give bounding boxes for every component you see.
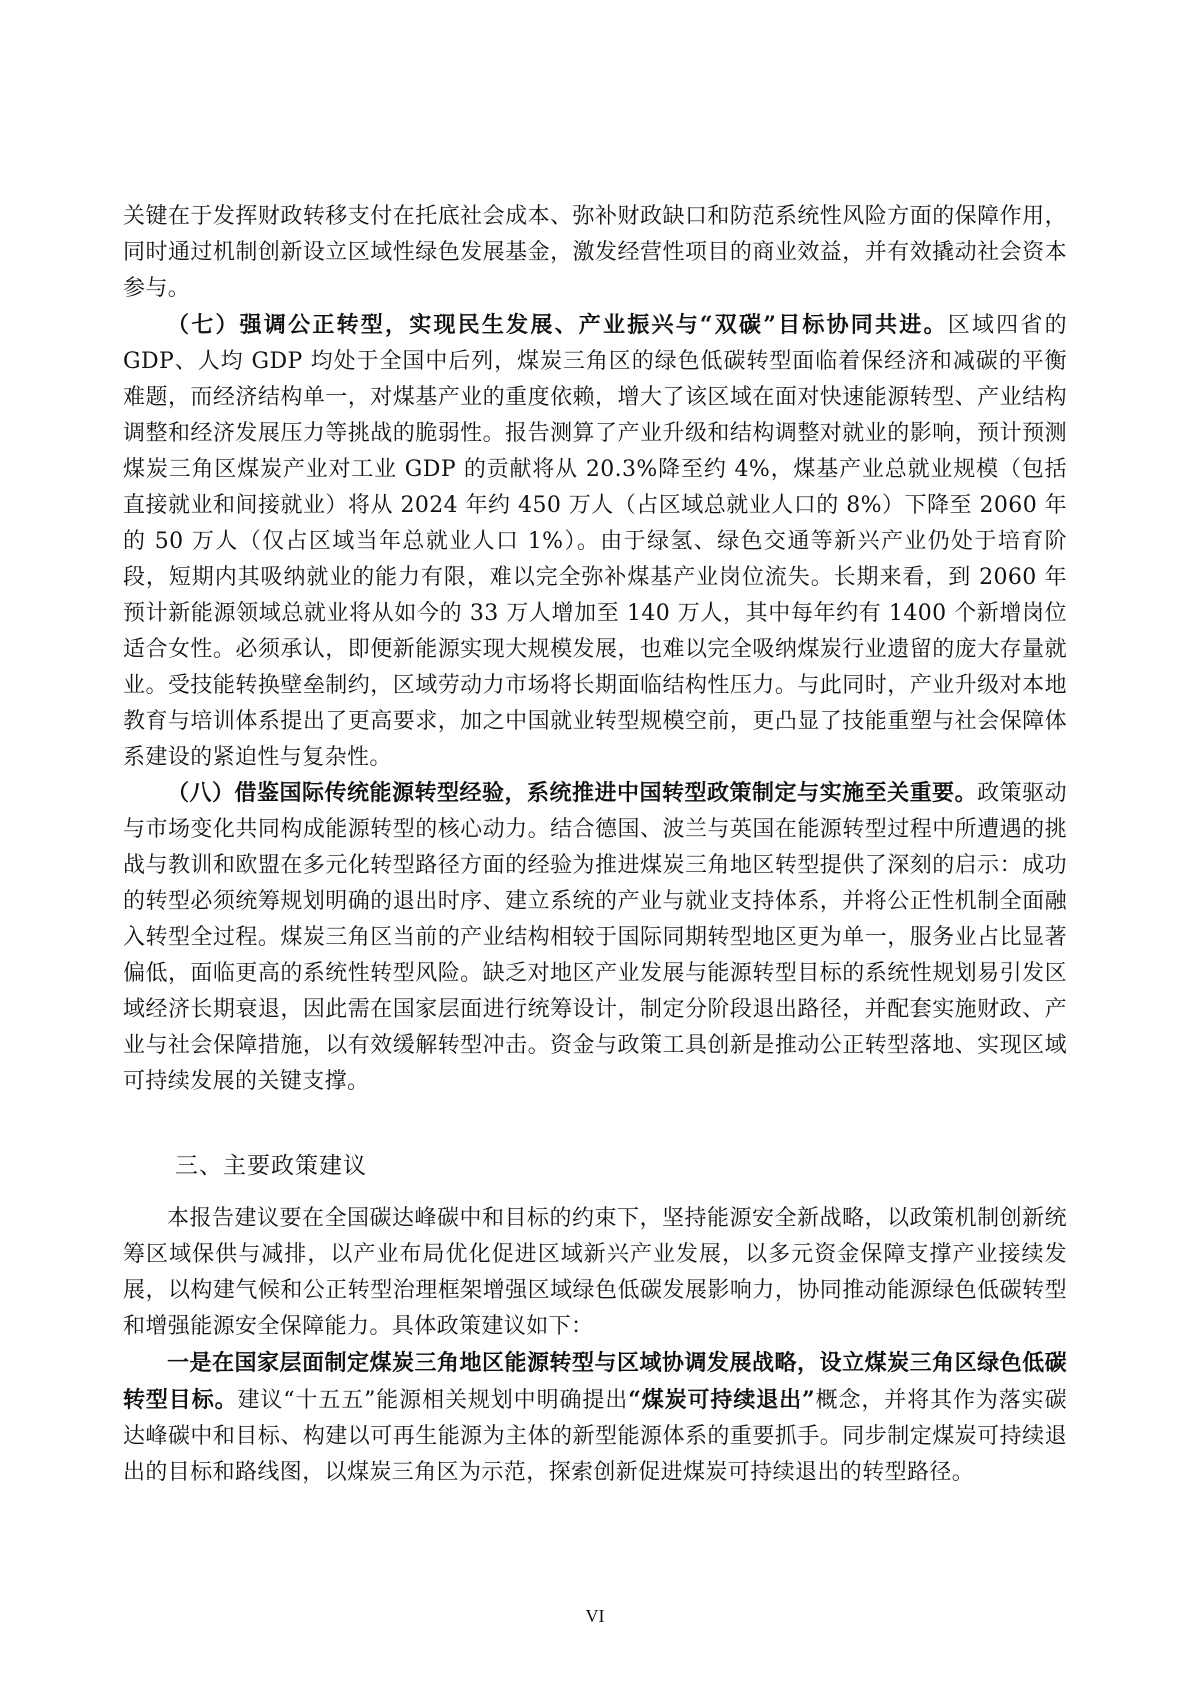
page-number: VI (585, 1606, 605, 1626)
policy-one-body-b: 概念，并将其作为落实碳达峰碳中和目标、构建以可再生能源为主体的新型能源体系的重要抓手。同步制定煤炭可持续退出的目标和路线图，以煤炭三角区为示范，探索创新促进煤炭可持续退出的转型路径。 (123, 1388, 1067, 1485)
paragraph-point-seven (123, 307, 1067, 776)
document-page (123, 0, 1067, 1683)
point-eight-body: 政策驱动与市场变化共同构成能源转型的核心动力。结合德国、波兰与英国在能源转型过程中所遭遇的挑战与教训和欧盟在多元化转型路径方面的经验为推进煤炭三角地区转型提供了深刻的启示：成功的转型必须统筹规划明确的退出时序、建立系统的产业与就业支持体系，并将公正性机制全面融入转型全过程。煤炭三角区当前的产业结构相较于国际同期转型地区更为单一，服务业占比显著偏低，面临更高的系统性转型风险。缺乏对地区产业发展与能源转型目标的系统性规划易引发区域经济长期衰退，因此需在国家层面进行统筹设计，制定分阶段退出路径，并配套实施财政、产业与社会保障措施，以有效缓解转型冲击。资金与政策工具创新是推动公正转型落地、实现区域可持续发展的关键支撑。 (123, 781, 1068, 1094)
paragraph-point-eight (123, 775, 1067, 1100)
section-three-heading: 三、主要政策建议 (175, 1153, 367, 1179)
paragraph-intro-continuation: 关键在于发挥财政转移支付在托底社会成本、弥补财政缺口和防范系统性风险方面的保障作用，同时通过机制创新设立区域性绿色发展基金，激发经营性项目的商业效益，并有效撬动社会资本参与。 (123, 204, 1067, 301)
policy-one-body-a: 建议“十五五”能源相关规划中明确提出 (237, 1388, 629, 1413)
point-seven-body: 区域四省的 GDP、人均 GDP 均处于全国中后列，煤炭三角区的绿色低碳转型面临着保经济和减碳的平衡难题，而经济结构单一，对煤基产业的重度依赖，增大了该区域在面对快速能源转型、产业结构调整和经济发展压力等挑战的脆弱性。报告测算了产业升级和结构调整对就业的影响，预计预测煤炭三角区煤炭产业对工业 GDP 的贡献将从 20.3%降至约 4%，煤基产业总就业规模（包括直接就业和间接就业）将从 2024 年约 450 万人（占区域总就业人口的 8%）下降至 2060 年的 50 万人（仅占区域当年总就业人口 1%）。由于绿氢、绿色交通等新兴产业仍处于培育阶段，短期内其吸纳就业的能力有限，难以完全弥补煤基产业岗位流失。长期来看，到 2060 年预计新能源领域总就业将从如今的 33 万人增加至 140 万人，其中每年约有 1400 个新增岗位适合女性。必须承认，即便新能源实现大规模发展，也难以完全吸纳煤炭行业遗留的庞大存量就业。受技能转换壁垒制约，区域劳动力市场将长期面临结构性压力。与此同时，产业升级对本地教育与培训体系提出了更高要求，加之中国就业转型规模空前，更凸显了技能重塑与社会保障体系建设的紧迫性与复杂性。 (123, 313, 1067, 770)
paragraph-policy-intro: 本报告建议要在全国碳达峰碳中和目标的约束下，坚持能源安全新战略，以政策机制创新统筹区域保供与减排，以产业布局优化促进区域新兴产业发展，以多元资金保障支撑产业接续发展，以构建气候和公正转型治理框架增强区域绿色低碳发展影响力，协同推动能源绿色低碳转型和增强能源安全保障能力。具体政策建议如下： (123, 1206, 1067, 1339)
point-eight-heading: （八）借鉴国际传统能源转型经验，系统推进中国转型政策制定与实施至关重要。 (167, 780, 978, 806)
policy-one-emphasis: “煤炭可持续退出” (628, 1387, 816, 1413)
paragraph-policy-one (123, 1345, 1067, 1491)
point-seven-heading: （七）强调公正转型，实现民生发展、产业振兴与“双碳”目标协同共进。 (167, 312, 948, 338)
policy-one-heading: 一是在国家层面制定煤炭三角地区能源转型与区域协调发展战略，设立煤炭三角区绿色低碳转型目标。 (123, 1350, 1067, 1413)
